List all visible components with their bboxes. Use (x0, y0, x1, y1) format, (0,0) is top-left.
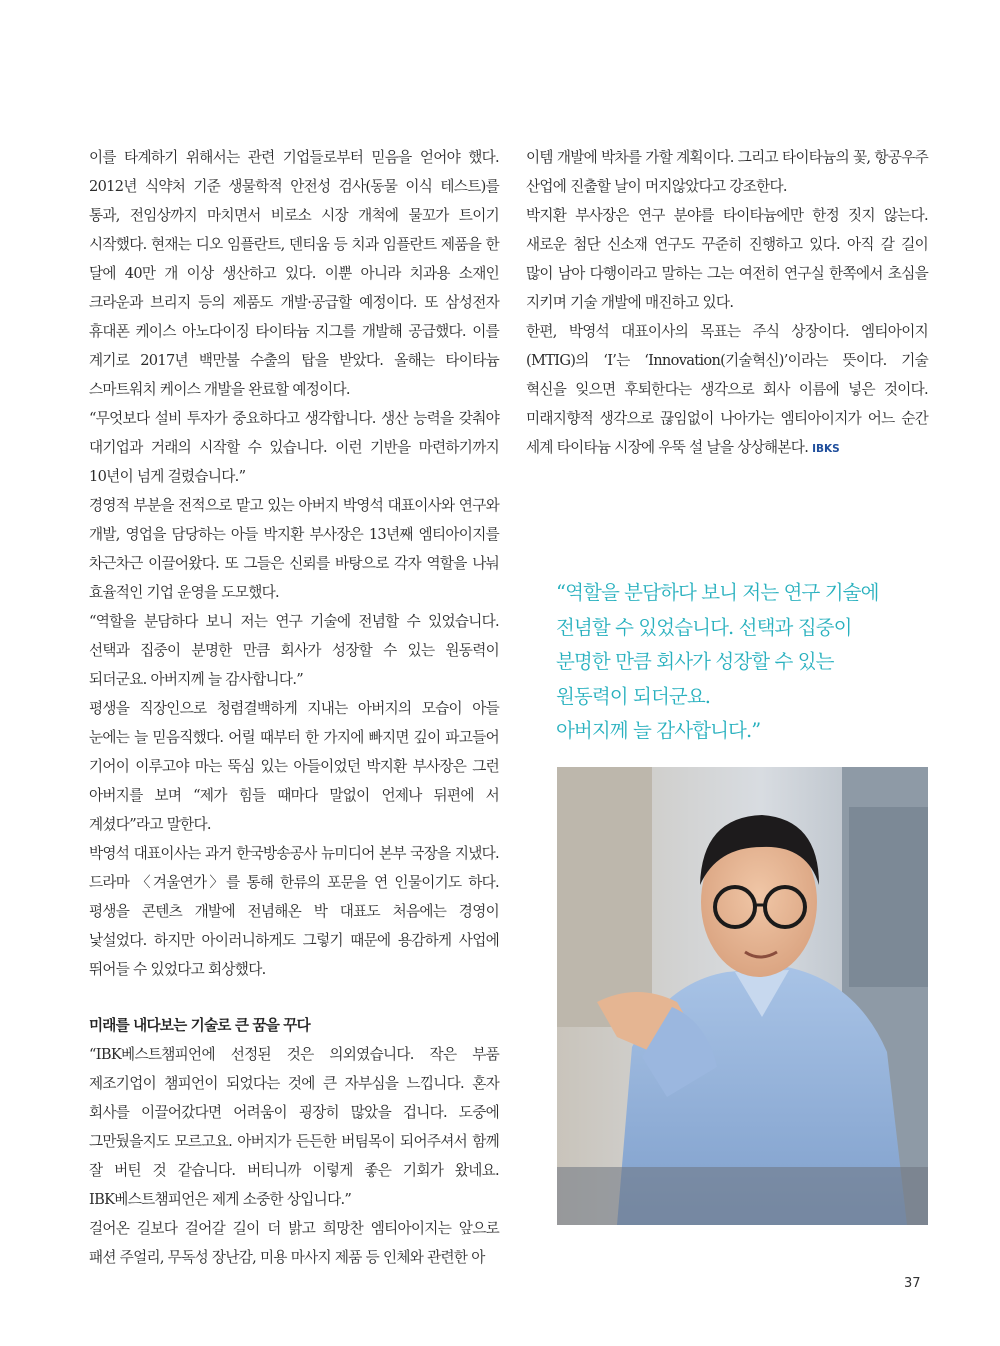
body-paragraph: 걸어온 길보다 걸어갈 길이 더 밝고 희망찬 엠티아이지는 앞으로 패션 주얼리, 무독성 장난감, 미용 마사지 제품 등 인체와 관련한 아 (89, 1220, 499, 1266)
pull-quote (556, 576, 936, 749)
body-paragraph: “IBK베스트챔피언에 선정된 것은 의외였습니다. 작은 부품 제조기업이 챔피언이 되었다는 것에 큰 자부심을 느낍니다. 혼자 회사를 이끌어갔다면 어려움이 굉장히 많았을 겁니다. 도중에 그만뒀을지도 모르고요. 아버지가 든든한 버팀목이 되어주셔서 함께 잘 버틴 것 같습니다. 버티니까 이렇게 좋은 기회가 왔네요. IBK베스트챔피언은 제게 소중한 상입니다.” (89, 1046, 499, 1208)
ibks-end-mark: IBKS (812, 443, 840, 455)
last-paragraph-text: 한편, 박영석 대표이사의 목표는 주식 상장이다. 엠티아이지(MTIG)의 ‘I’는 ‘Innovation(기술혁신)’이라는 뜻이다. 기술 혁신을 잊으면 후퇴한다는 생각으로 회사 이름에 넣은 것이다. 미래지향적 생각으로 끊임없이 나아가는 엠티아이지가 어느 순간 세계 타이타늄 시장에 우뚝 설 날을 상상해본다. (526, 323, 928, 456)
pull-quote-line: 원동력이 되더군요. (556, 684, 711, 708)
body-paragraph: 이템 개발에 박차를 가할 계획이다. 그리고 타이타늄의 꽃, 항공우주 산업에 진출할 날이 머지않았다고 강조한다. (526, 149, 928, 195)
left-text-column (89, 143, 499, 1272)
pull-quote-line: 전념할 수 있었습니다. 선택과 집중이 (556, 615, 852, 639)
body-paragraph: 박지환 부사장은 연구 분야를 타이타늄에만 한정 짓지 않는다. 새로운 첨단 신소재 연구도 꾸준히 진행하고 있다. 아직 갈 길이 많이 남아 다행이라고 말하는 그는 여전히 연구실 한쪽에서 초심을 지키며 기술 개발에 매진하고 있다. (526, 207, 928, 311)
page-number: 37 (904, 1276, 921, 1291)
body-paragraph: “역할을 분담하다 보니 저는 연구 기술에 전념할 수 있었습니다. 선택과 집중이 분명한 만큼 회사가 성장할 수 있는 원동력이 되더군요. 아버지께 늘 감사합니다.” (89, 613, 499, 688)
pull-quote-line: “역할을 분담하다 보니 저는 연구 기술에 (556, 581, 879, 604)
pull-quote-line: 아버지께 늘 감사합니다.” (556, 719, 761, 742)
body-paragraph: 박영석 대표이사는 과거 한국방송공사 뉴미디어 본부 국장을 지냈다. 드라마 〈겨울연가〉를 통해 한류의 포문을 연 인물이기도 하다. 평생을 콘텐츠 개발에 전념해온 박 대표도 처음에는 경영이 낯설었다. 하지만 아이러니하게도 그렇기 때문에 용감하게 사업에 뛰어들 수 있었다고 회상했다. (89, 845, 499, 978)
body-paragraph: “무엇보다 설비 투자가 중요하다고 생각합니다. 생산 능력을 갖춰야 대기업과 거래의 시작할 수 있습니다. 이런 기반을 마련하기까지 10년이 넘게 걸렸습니다.” (89, 410, 499, 485)
right-text-column (526, 143, 928, 464)
body-paragraph: 경영적 부분을 전적으로 맡고 있는 아버지 박영석 대표이사와 연구와 개발, 영업을 담당하는 아들 박지환 부사장은 13년째 엠티아이지를 차근차근 이끌어왔다. 또 그들은 신뢰를 바탕으로 각자 역할을 나눠 효율적인 기업 운영을 도모했다. (89, 497, 499, 601)
interview-photo (557, 767, 928, 1225)
section-subheading: 미래를 내다보는 기술로 큰 꿈을 꾸다 (89, 1017, 310, 1034)
body-paragraph: 평생을 직장인으로 청렴결백하게 지내는 아버지의 모습이 아들 눈에는 늘 믿음직했다. 어릴 때부터 한 가지에 빠지면 깊이 파고들어 기어이 이루고야 마는 뚝심 있는 아들이었던 박지환 부사장은 그런 아버지를 보며 “제가 힘들 때마다 말없이 언제나 뒤편에 서 계셨다”라고 말한다. (89, 700, 499, 833)
pull-quote-line: 분명한 만큼 회사가 성장할 수 있는 (556, 650, 834, 673)
body-paragraph: 이를 타계하기 위해서는 관련 기업들로부터 믿음을 얻어야 했다. 2012년 식약처 기준 생물학적 안전성 검사(동물 이식 테스트)를 통과, 전임상까지 마치면서 비로소 시장 개척에 물꼬가 트이기 시작했다. 현재는 디오 임플란트, 덴티움 등 치과 임플란트 제품을 한 달에 40만 개 이상 생산하고 있다. 이뿐 아니라 치과용 소재인 크라운과 브리지 등의 제품도 개발·공급할 예정이다. 또 삼성전자 휴대폰 케이스 아노다이징 타이타늄 지그를 개발해 공급했다. 이를 계기로 2017년 백만불 수출의 탑을 받았다. 올해는 타이타늄 스마트워치 케이스 개발을 완료할 예정이다. (89, 149, 499, 398)
body-paragraph-last (526, 317, 928, 464)
